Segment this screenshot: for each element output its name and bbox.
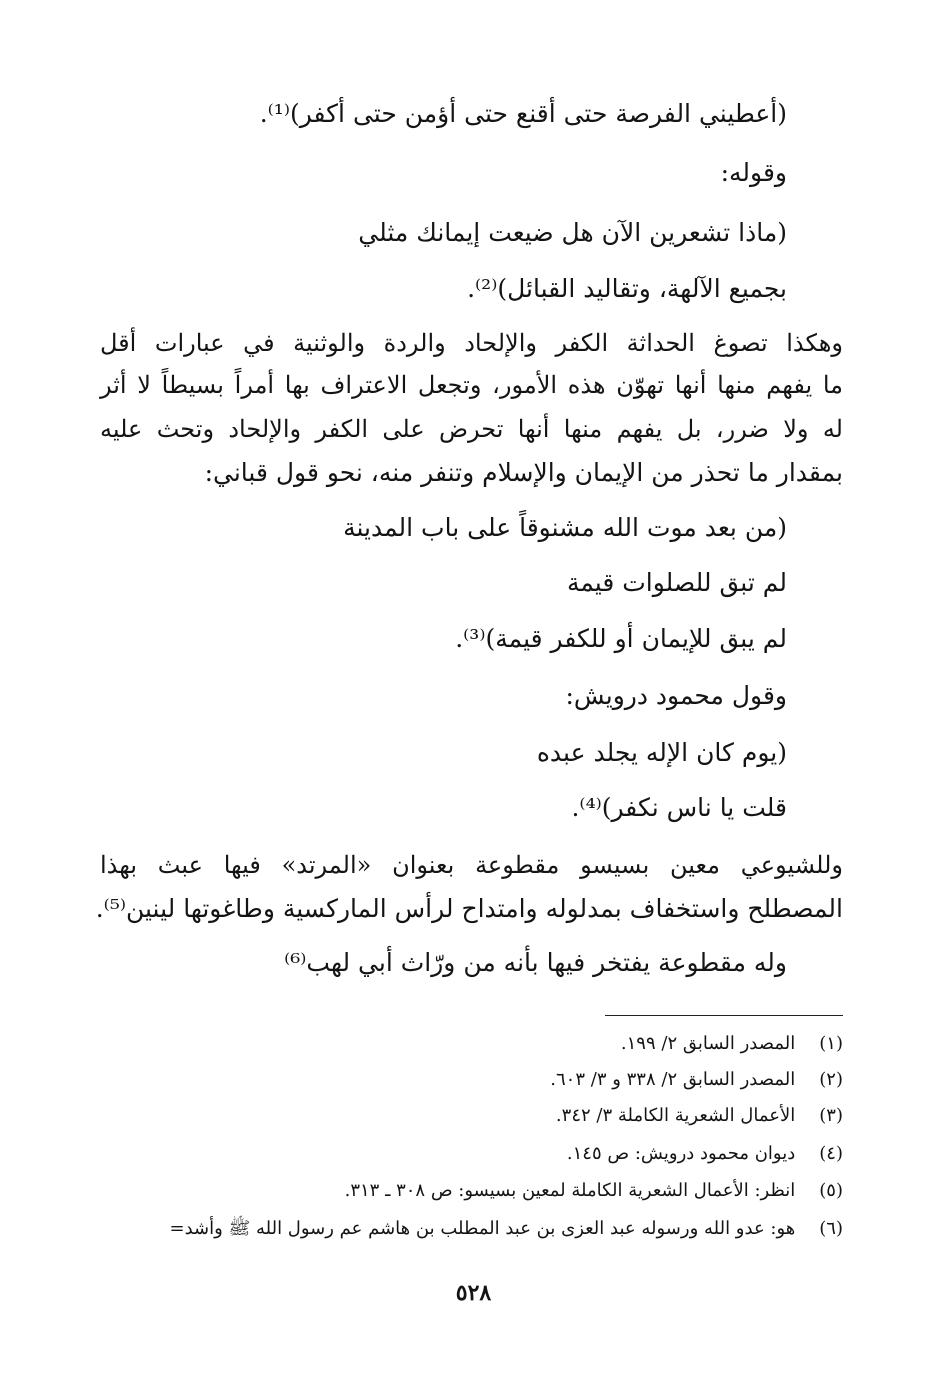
footnote	[550, 1071, 843, 1089]
footnote	[621, 1035, 843, 1053]
footnote	[170, 1220, 844, 1238]
footnote-text: الأعمال الشعرية الكاملة ٣/ ٣٤٢.	[555, 1105, 796, 1126]
footnote	[556, 1107, 843, 1125]
footnote-number: (١)	[819, 1033, 843, 1054]
footnote-number: (٦)	[819, 1218, 843, 1239]
paragraph-line: بمقدار ما تحذر من الإيمان والإسلام وتنفر منه، نحو قول قباني:	[204, 458, 843, 487]
quote-line: لم يبق للإيمان أو للكفر قيمة)⁽³⁾.	[455, 624, 787, 653]
quote-line: (أعطيني الفرصة حتى أقنع حتى أؤمن حتى أكفر)⁽¹⁾.	[259, 99, 787, 128]
paragraph-line: وهكذا تصوغ الحداثة الكفر والإلحاد والردة والوثنية في عبارات أقل	[100, 329, 843, 357]
quote-line: (من بعد موت الله مشنوقاً على باب المدينة	[343, 513, 787, 542]
page-number: ٥٢٨	[455, 1280, 492, 1306]
quote-line: لم تبق للصلوات قيمة	[566, 568, 787, 597]
paragraph-line: المصطلح واستخفاف بمدلوله وامتداح لرأس الماركسية وطاغوتها لينين⁽⁵⁾.	[95, 894, 843, 923]
footnote-text: المصدر السابق ٢/ ٣٣٨ و ٣/ ٦٠٣.	[550, 1069, 796, 1090]
quote-line: (ماذا تشعرين الآن هل ضيعت إيمانك مثلي	[358, 218, 787, 247]
quote-line: (يوم كان الإله يجلد عبده	[536, 738, 787, 767]
footnote-text: ديوان محمود درويش: ص ١٤٥.	[566, 1143, 796, 1164]
footnote-number: (٢)	[819, 1069, 843, 1090]
footnote-number: (٤)	[819, 1143, 843, 1164]
quote-line: قلت يا ناس نكفر)⁽⁴⁾.	[571, 793, 787, 822]
footnote-number: (٥)	[819, 1180, 843, 1201]
footnote-text: هو: عدو الله ورسوله عبد العزى بن عبد المطلب بن هاشم عم رسول الله ﷺ وأشد=	[169, 1218, 796, 1239]
paragraph-line: له ولا ضرر، بل يفهم منها أنها تحرض على الكفر والإلحاد وتحث عليه	[100, 415, 843, 443]
footnote-text: انظر: الأعمال الشعرية الكاملة لمعين بسيسو: ص ٣٠٨ ـ ٣١٣.	[344, 1180, 796, 1201]
footnote-separator	[605, 1015, 843, 1016]
quote-line: بجميع الآلهة، وتقاليد القبائل)⁽²⁾.	[467, 274, 787, 303]
footnote	[345, 1182, 843, 1200]
paragraph-line: وللشيوعي معين بسيسو مقطوعة بعنوان «المرتد» فيها عبث بهذا	[100, 851, 843, 879]
footnote	[567, 1145, 843, 1163]
quote-intro-line: وقول محمود درويش:	[565, 681, 787, 710]
paragraph-line: وله مقطوعة يفتخر فيها بأنه من ورّاث أبي لهب⁽⁶⁾	[284, 948, 787, 977]
quote-intro-line: وقوله:	[720, 158, 787, 187]
footnote-number: (٣)	[819, 1105, 843, 1126]
footnote-text: المصدر السابق ٢/ ١٩٩.	[620, 1033, 796, 1054]
paragraph-line: ما يفهم منها أنها تهوّن هذه الأمور، وتجعل الاعتراف بها أمراً بسيطاً لا أثر	[100, 371, 843, 399]
